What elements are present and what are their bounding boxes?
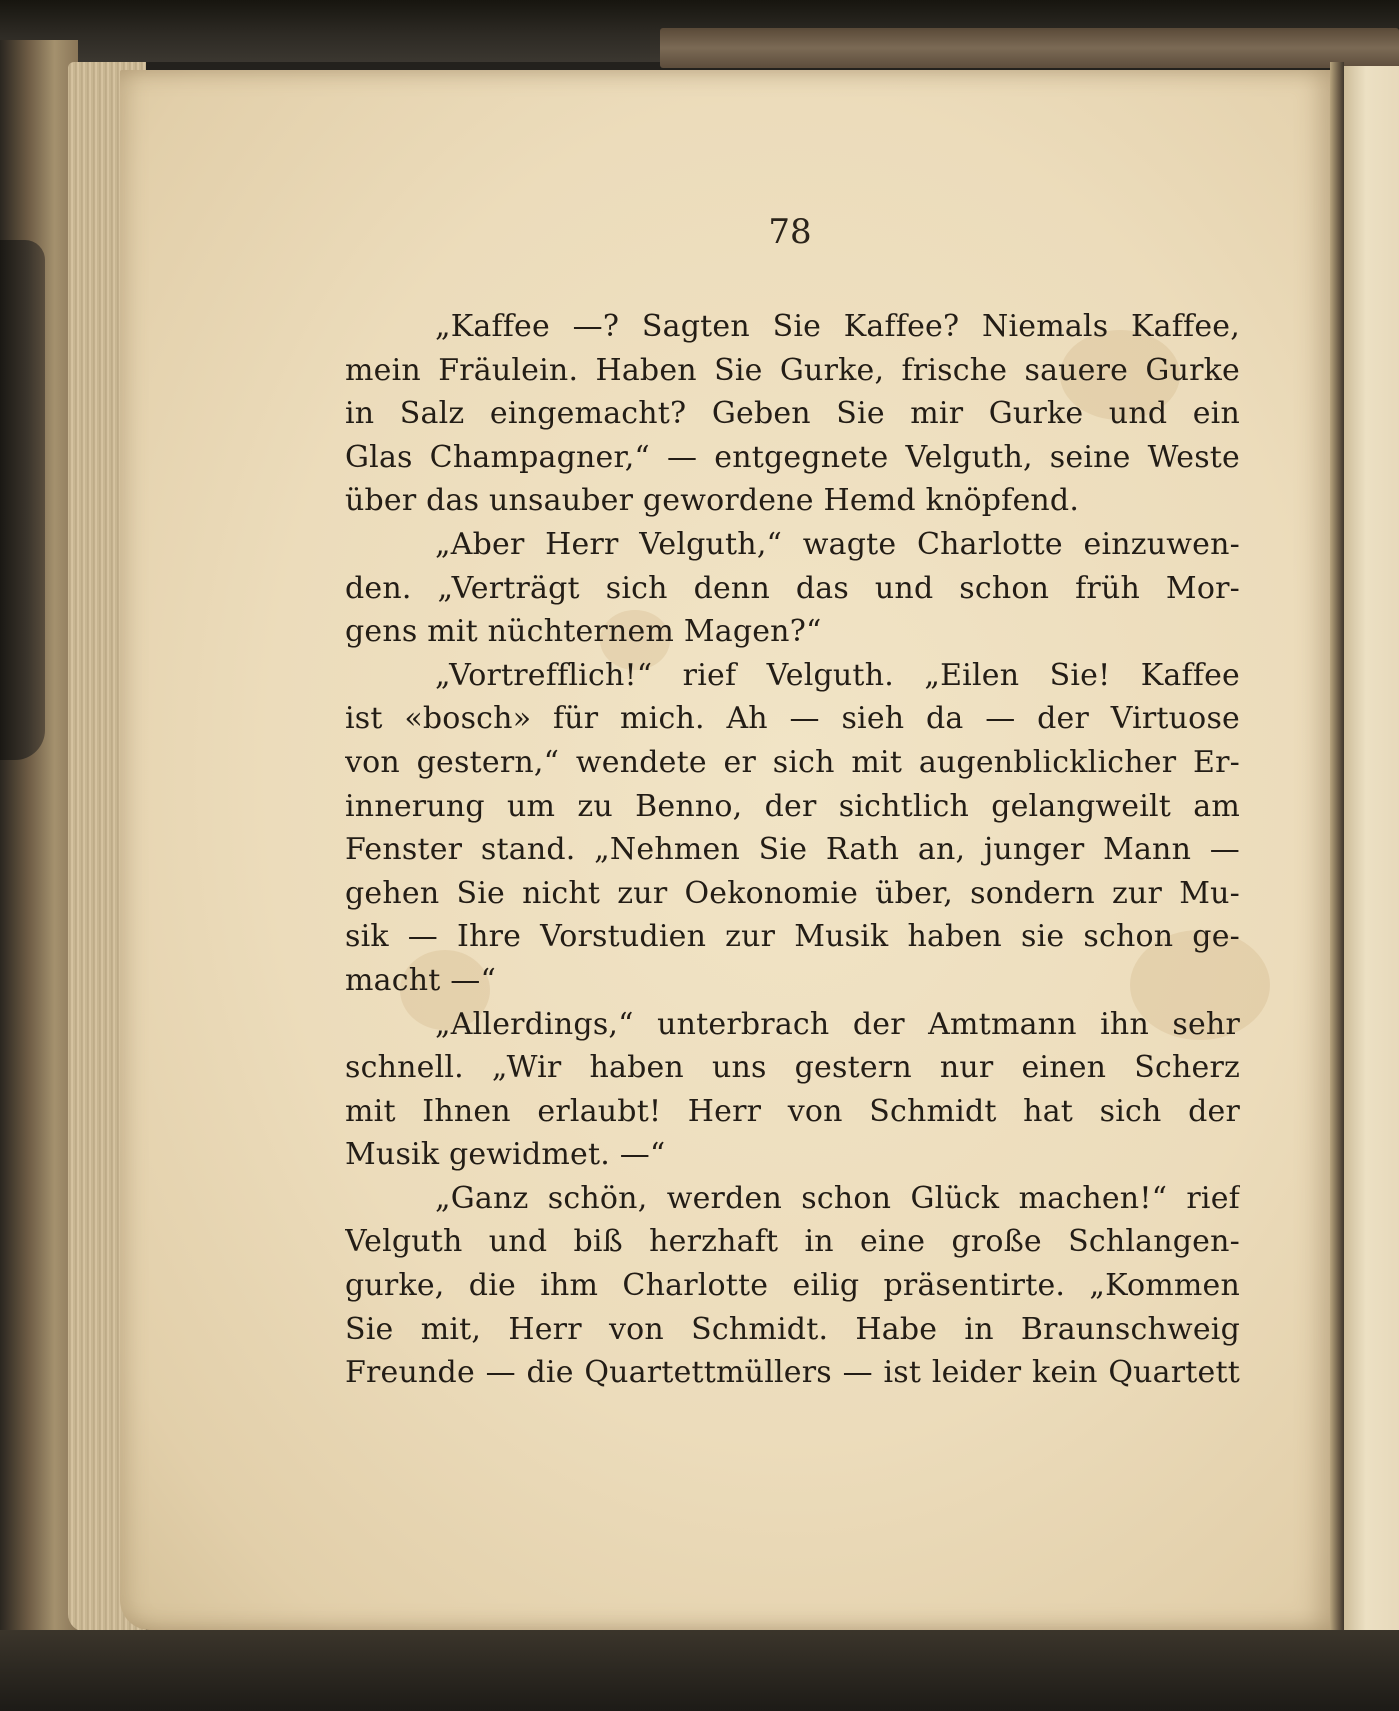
text-line: den. „Verträgt sich denn das und schon früh Mor- xyxy=(345,570,1240,606)
binding-leather xyxy=(660,28,1399,68)
text-line: „Aber Herr Velguth,“ wagte Charlotte einzuwen- xyxy=(435,526,1240,562)
text-line: Freunde — die Quartettmüllers — ist leider kein Quartett xyxy=(345,1355,1240,1391)
text-line: ist «bosch» für mich. Ah — sieh da — der Virtuose xyxy=(345,701,1240,737)
text-line: macht —“ xyxy=(345,962,496,998)
text-line: „Ganz schön, werden schon Glück machen!“ rief xyxy=(435,1180,1240,1216)
text-line: über das unsauber gewordene Hemd knöpfend. xyxy=(345,483,1080,519)
text-line: in Salz eingemacht? Geben Sie mir Gurke und ein xyxy=(345,396,1240,432)
bottom-shadow xyxy=(0,1630,1399,1711)
text-line: Sie mit, Herr von Schmidt. Habe in Braunschweig xyxy=(345,1311,1240,1347)
text-line: „Allerdings,“ unterbrach der Amtmann ihn sehr xyxy=(435,1006,1240,1042)
text-line: innerung um zu Benno, der sichtlich gelangweilt am xyxy=(345,788,1240,824)
facing-page-edge xyxy=(1344,66,1399,1641)
page-number: 78 xyxy=(768,212,812,252)
page-text xyxy=(345,305,1240,1395)
text-line: Velguth und biß herzhaft in eine große Schlangen- xyxy=(345,1224,1240,1260)
text-line: gurke, die ihm Charlotte eilig präsentirte. „Kommen xyxy=(345,1268,1240,1304)
text-line: mein Fräulein. Haben Sie Gurke, frische sauere Gurke xyxy=(345,352,1240,388)
text-line: gens mit nüchternem Magen?“ xyxy=(345,614,822,650)
text-line: gehen Sie nicht zur Oekonomie über, sondern zur Mu- xyxy=(345,875,1240,911)
text-line: sik — Ihre Vorstudien zur Musik haben sie schon ge- xyxy=(345,919,1240,955)
text-line: Fenster stand. „Nehmen Sie Rath an, junger Mann — xyxy=(345,832,1240,868)
text-line: mit Ihnen erlaubt! Herr von Schmidt hat sich der xyxy=(345,1093,1240,1129)
text-line: „Vortrefflich!“ rief Velguth. „Eilen Sie! Kaffee xyxy=(435,657,1240,693)
book-gutter xyxy=(1330,62,1344,1642)
text-line: Musik gewidmet. —“ xyxy=(345,1137,666,1173)
text-line: „Kaffee —? Sagten Sie Kaffee? Niemals Kaffee, xyxy=(435,309,1240,344)
text-line: schnell. „Wir haben uns gestern nur einen Scherz xyxy=(345,1050,1240,1086)
text-line: von gestern,“ wendete er sich mit augenblicklicher Er- xyxy=(345,744,1240,780)
text-line: Glas Champagner,“ — entgegnete Velguth, seine Weste xyxy=(345,439,1240,475)
worn-cover-patch xyxy=(0,240,45,760)
